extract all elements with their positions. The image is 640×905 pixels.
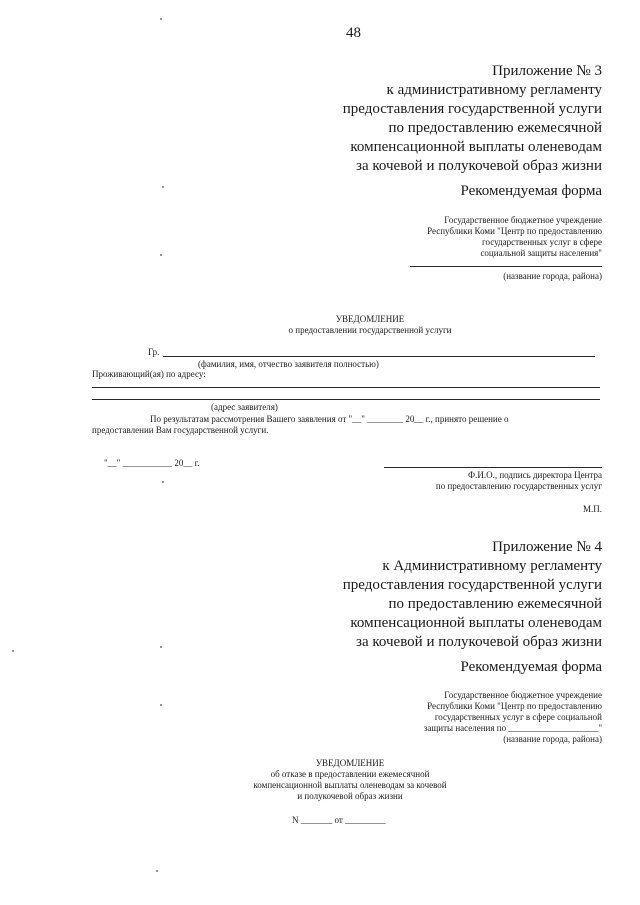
appendix4-title-line: за кочевой и полукочевой образ жизни	[356, 634, 602, 650]
notice-body-line-1: По результатам рассмотрения Вашего заявления от "__" ________ 20__ г., принято решение о	[150, 414, 509, 424]
refusal-notice-title: УВЕДОМЛЕНИЕ	[315, 758, 385, 768]
appendix4-title-line: компенсационной выплаты оленеводам	[350, 615, 602, 631]
scan-speck	[160, 704, 162, 706]
addressee-line: Республики Коми "Центр по предоставлению	[427, 701, 602, 711]
address-field-2	[92, 399, 600, 400]
appendix4-title-line: по предоставлению ежемесячной	[388, 596, 602, 612]
scan-speck	[162, 481, 164, 483]
city-underline	[410, 266, 602, 267]
appendix4-recommended-form: Рекомендуемая форма	[460, 659, 602, 675]
appendix3-title-line: компенсационной выплаты оленеводам	[350, 139, 602, 155]
appendix4-addressee	[424, 690, 602, 745]
signature-caption	[436, 470, 602, 492]
signature-line	[384, 467, 602, 468]
appendix3-heading	[343, 62, 602, 176]
scan-speck	[160, 254, 162, 256]
scan-speck	[160, 646, 162, 648]
appendix3-recommended-form: Рекомендуемая форма	[460, 183, 602, 199]
appendix4-title-line: предоставления государственной услуги	[342, 577, 602, 593]
appendix4-title-line: к Административному регламенту	[382, 558, 602, 574]
appendix3-title-line: по предоставлению ежемесячной	[388, 120, 602, 136]
scan-speck	[156, 870, 158, 872]
addressee-line: защиты населения по ____________________"	[423, 723, 602, 733]
appendix3-title-line: к административному регламенту	[386, 82, 602, 98]
scan-speck	[162, 186, 164, 188]
appendix3-title: Приложение № 3	[492, 63, 602, 79]
notice-date: "__" ___________ 20__ г.	[104, 458, 200, 468]
signature-caption-line: Ф.И.О., подпись директора Центра	[467, 470, 602, 480]
appendix3-title-line: за кочевой и полукочевой образ жизни	[356, 158, 602, 174]
addressee-line: Государственное бюджетное учреждение	[444, 690, 602, 700]
appendix3-addressee	[427, 215, 602, 259]
fio-caption: (фамилия, имя, отчество заявителя полностью)	[198, 359, 379, 369]
stamp-label: М.П.	[582, 504, 602, 514]
address-field-1	[92, 387, 600, 388]
appendix3-title-line: предоставления государственной услуги	[342, 101, 602, 117]
city-caption: (название города, района)	[503, 734, 602, 744]
fio-field	[163, 356, 595, 357]
addressee-line: Государственное бюджетное учреждение	[444, 215, 602, 225]
refusal-subtitle-line: об отказе в предоставлении ежемесячной	[270, 769, 430, 779]
residing-label: Проживающий(ая) по адресу:	[92, 369, 206, 379]
notice-subtitle: о предоставлении государственной услуги	[288, 325, 452, 335]
notice-title: УВЕДОМЛЕНИЕ	[335, 314, 405, 324]
addressee-line: социальной защиты населения"	[480, 248, 602, 258]
citizen-label: Гр.	[148, 347, 160, 357]
refusal-notice-subtitle	[0, 769, 640, 802]
addressee-line: государственных услуг в сфере социальной	[434, 712, 602, 722]
refusal-subtitle-line: и полукочевой образ жизни	[297, 791, 403, 801]
refusal-number-line: N _______ от _________	[292, 815, 386, 825]
signature-caption-line: по предоставлению государственных услуг	[435, 481, 602, 491]
appendix4-title: Приложение № 4	[492, 539, 602, 555]
city-caption: (название города, района)	[503, 271, 602, 281]
addressee-line: государственных услуг в сфере	[482, 237, 602, 247]
page-number: 48	[346, 25, 361, 41]
notice-body-line-2: предоставлении Вам государственной услуги.	[92, 425, 269, 435]
scan-speck	[12, 650, 14, 652]
refusal-subtitle-line: компенсационной выплаты оленеводам за кочевой	[253, 780, 447, 790]
address-caption: (адрес заявителя)	[211, 402, 278, 412]
addressee-line: Республики Коми "Центр по предоставлению	[427, 226, 602, 236]
scan-speck	[160, 18, 162, 20]
appendix4-heading	[343, 538, 602, 652]
